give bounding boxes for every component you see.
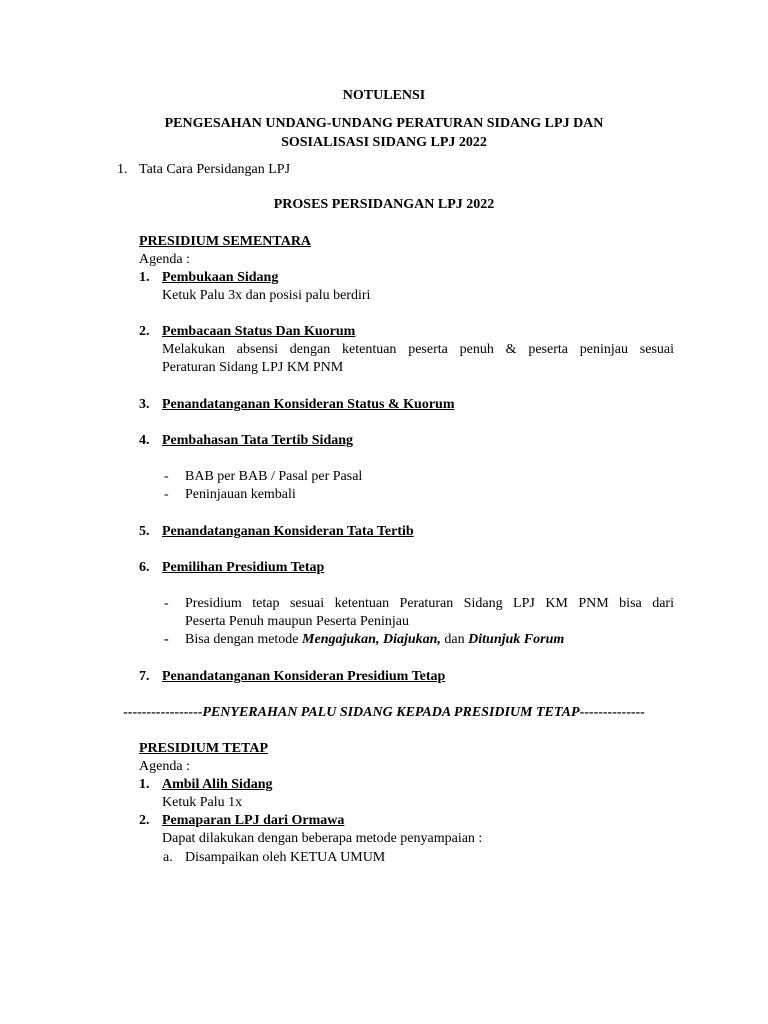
bullet-text: Presidium tetap sesuai ketentuan Peraturan Sidang LPJ KM PNM bisa dari <box>185 596 674 611</box>
divider-dashes-left: ----------------- <box>123 705 203 720</box>
bullet-dash: - <box>164 487 169 502</box>
presidium-sementara-heading: PRESIDIUM SEMENTARA <box>139 234 312 249</box>
sub-item-text: Disampaikan oleh KETUA UMUM <box>185 850 386 865</box>
method-diajukan: Diajukan, <box>379 632 441 647</box>
agenda-number: 7. <box>139 669 150 684</box>
list-text: Tata Cara Persidangan LPJ <box>139 162 291 177</box>
agenda-item-title: Pemaparan LPJ dari Ormawa <box>162 813 345 828</box>
agenda-number: 2. <box>139 813 150 828</box>
sub-item-label: a. <box>163 850 173 865</box>
agenda-number: 1. <box>139 270 150 285</box>
agenda-item-desc: Dapat dilakukan dengan beberapa metode penyampaian : <box>162 831 483 846</box>
agenda-item-desc: Melakukan absensi dengan ketentuan peserta penuh & peserta peninjau sesuai <box>162 342 674 357</box>
agenda-item-title: Pembahasan Tata Tertib Sidang <box>162 433 354 448</box>
document-title: NOTULENSI <box>342 88 426 103</box>
agenda-item-desc: Ketuk Palu 3x dan posisi palu berdiri <box>162 288 371 303</box>
agenda-item-title: Pemilihan Presidium Tetap <box>162 560 325 575</box>
bullet-dash: - <box>164 469 169 484</box>
agenda-item-title: Ambil Alih Sidang <box>162 777 273 792</box>
section-heading: PROSES PERSIDANGAN LPJ 2022 <box>273 197 495 212</box>
agenda-number: 4. <box>139 433 150 448</box>
agenda-number: 5. <box>139 524 150 539</box>
document-subtitle-line1: PENGESAHAN UNDANG-UNDANG PERATURAN SIDANG LPJ DAN <box>164 116 604 131</box>
agenda-number: 6. <box>139 560 150 575</box>
agenda-number: 1. <box>139 777 150 792</box>
agenda-item-title: Penandatanganan Konsideran Presidium Tetap <box>162 669 446 684</box>
method-ditunjuk-forum: Ditunjuk Forum <box>468 632 565 647</box>
bullet-text: Peninjauan kembali <box>185 487 296 502</box>
agenda-item-title: Pembacaan Status Dan Kuorum <box>162 324 356 339</box>
agenda-item-desc: Peraturan Sidang LPJ KM PNM <box>162 360 344 375</box>
method-and: dan <box>440 632 469 647</box>
method-mengajukan: Mengajukan, <box>302 632 380 647</box>
agenda-item-title: Pembukaan Sidang <box>162 270 279 285</box>
bullet-text <box>185 631 564 649</box>
agenda-item-title: Penandatanganan Konsideran Status & Kuorum <box>162 397 455 412</box>
divider-dashes-right: -------------- <box>579 705 645 720</box>
method-prefix: Bisa dengan metode <box>185 632 303 647</box>
agenda-label: Agenda : <box>139 252 190 267</box>
bullet-dash: - <box>164 596 169 611</box>
bullet-dash: - <box>164 632 169 647</box>
agenda-item-title: Penandatanganan Konsideran Tata Tertib <box>162 524 414 539</box>
divider-text: PENYERAHAN PALU SIDANG KEPADA PRESIDIUM TETAP <box>202 705 580 720</box>
handover-divider <box>0 704 768 722</box>
agenda-number: 2. <box>139 324 150 339</box>
agenda-item-desc: Ketuk Palu 1x <box>162 795 243 810</box>
presidium-tetap-heading: PRESIDIUM TETAP <box>139 741 269 756</box>
agenda-label: Agenda : <box>139 759 190 774</box>
list-number: 1. <box>117 162 128 177</box>
bullet-text: Peserta Penuh maupun Peserta Peninjau <box>185 614 409 629</box>
agenda-number: 3. <box>139 397 150 412</box>
document-subtitle-line2: SOSIALISASI SIDANG LPJ 2022 <box>281 135 487 150</box>
bullet-text: BAB per BAB / Pasal per Pasal <box>185 469 363 484</box>
